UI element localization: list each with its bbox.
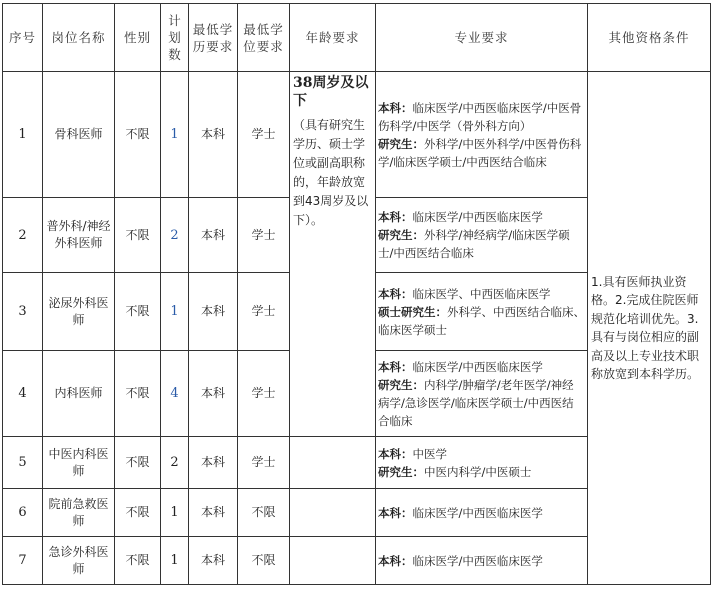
other-conditions-cell: 1.具有医师执业资格。2.完成住院医师规范化培训优先。3.具有与岗位相应的副高及以上专业技术职称放宽到本科学历。 <box>588 72 711 585</box>
position-cell: 普外科/神经外科医师 <box>43 198 115 273</box>
major-ug-text: 临床医学、中西医临床医学 <box>412 286 551 301</box>
header-other: 其他资格条件 <box>588 4 711 72</box>
seq-cell: 4 <box>3 351 43 437</box>
age-empty-cell <box>290 537 376 585</box>
plan-cell: 1 <box>161 489 189 537</box>
major-ug-label: 本科： <box>378 553 413 568</box>
seq-cell: 7 <box>3 537 43 585</box>
seq-cell: 2 <box>3 198 43 273</box>
gender-cell: 不限 <box>115 198 161 273</box>
seq-cell: 5 <box>3 437 43 489</box>
gender-cell: 不限 <box>115 537 161 585</box>
major-ug-text: 中医学 <box>412 446 447 461</box>
major-pg-label: 研究生： <box>378 377 424 392</box>
major-pg-label: 研究生： <box>378 136 424 151</box>
edu-cell: 本科 <box>189 437 238 489</box>
degree-cell: 学士 <box>238 273 290 351</box>
header-min-edu: 最低学历要求 <box>189 4 238 72</box>
position-cell: 泌尿外科医师 <box>43 273 115 351</box>
header-major: 专业要求 <box>376 4 588 72</box>
major-cell <box>376 437 588 489</box>
edu-cell: 本科 <box>189 273 238 351</box>
header-plan: 计划数 <box>161 4 189 72</box>
major-ug-label: 本科： <box>378 210 413 224</box>
degree-cell: 学士 <box>238 351 290 437</box>
age-requirement-cell <box>290 72 376 437</box>
plan-cell: 4 <box>161 351 189 437</box>
age-empty-cell <box>290 489 376 537</box>
major-pg-text: 外科学/神经病学/临床医学硕士/中西医结合临床 <box>378 228 570 260</box>
seq-cell: 6 <box>3 489 43 537</box>
major-cell <box>376 489 588 537</box>
major-pg-label: 研究生： <box>378 464 424 479</box>
major-pg-text: 内科学/肿瘤学/老年医学/神经病学/急诊医学/临床医学硕士/中西医结合临床 <box>378 377 574 428</box>
plan-cell: 1 <box>161 72 189 198</box>
plan-cell: 2 <box>161 198 189 273</box>
major-pg-label: 研究生： <box>378 228 424 242</box>
seq-cell: 3 <box>3 273 43 351</box>
header-seq: 序号 <box>3 4 43 72</box>
recruitment-table <box>2 3 711 585</box>
gender-cell: 不限 <box>115 489 161 537</box>
age-empty-cell <box>290 437 376 489</box>
degree-cell: 不限 <box>238 489 290 537</box>
header-age: 年龄要求 <box>290 4 376 72</box>
major-cell <box>376 537 588 585</box>
age-note: （具有研究生学历、硕士学位或副高职称的，年龄放宽到43周岁及以下）。 <box>293 118 369 227</box>
edu-cell: 本科 <box>189 489 238 537</box>
major-ug-label: 本科： <box>378 359 413 374</box>
major-cell <box>376 351 588 437</box>
position-cell: 急诊外科医师 <box>43 537 115 585</box>
major-ug-text: 临床医学/中西医临床医学 <box>412 210 543 224</box>
major-cell <box>376 198 588 273</box>
major-ug-text: 临床医学/中西医临床医学 <box>412 553 543 568</box>
gender-cell: 不限 <box>115 273 161 351</box>
plan-cell: 2 <box>161 437 189 489</box>
major-ug-text: 临床医学/中西医临床医学 <box>412 359 543 374</box>
position-cell: 骨科医师 <box>43 72 115 198</box>
header-position: 岗位名称 <box>43 4 115 72</box>
seq-cell: 1 <box>3 72 43 198</box>
age-main: 38周岁及以下 <box>293 75 369 109</box>
edu-cell: 本科 <box>189 72 238 198</box>
gender-cell: 不限 <box>115 72 161 198</box>
major-ug-label: 本科： <box>378 286 413 301</box>
position-cell: 院前急救医师 <box>43 489 115 537</box>
plan-cell: 1 <box>161 537 189 585</box>
degree-cell: 学士 <box>238 437 290 489</box>
gender-cell: 不限 <box>115 351 161 437</box>
major-ug-label: 本科： <box>378 446 413 461</box>
major-ug-text: 临床医学/中西医临床医学 <box>412 505 543 520</box>
major-cell <box>376 72 588 198</box>
position-cell: 中医内科医 师 <box>43 437 115 489</box>
major-ug-label: 本科： <box>378 100 413 115</box>
major-ug-label: 本科： <box>378 505 413 520</box>
header-row <box>3 4 711 72</box>
major-pg-text: 外科学/中医外科学/中医骨伤科学/临床医学硕士/中西医结合临床 <box>378 136 582 169</box>
major-pg-label: 硕士研究生： <box>378 304 447 319</box>
major-pg-text: 外科学、中西医结合临床、临床医学硕士 <box>378 304 585 337</box>
header-min-degree: 最低学位要求 <box>238 4 290 72</box>
major-cell <box>376 273 588 351</box>
degree-cell: 学士 <box>238 72 290 198</box>
position-cell: 内科医师 <box>43 351 115 437</box>
degree-cell: 不限 <box>238 537 290 585</box>
edu-cell: 本科 <box>189 198 238 273</box>
plan-cell: 1 <box>161 273 189 351</box>
major-ug-text: 临床医学/中西医临床医学/中医骨伤科学/中医学（骨外科方向） <box>378 100 582 133</box>
major-pg-text: 中医内科学/中医硕士 <box>424 464 532 479</box>
gender-cell: 不限 <box>115 437 161 489</box>
edu-cell: 本科 <box>189 537 238 585</box>
degree-cell: 学士 <box>238 198 290 273</box>
header-gender: 性别 <box>115 4 161 72</box>
table-row <box>3 72 711 198</box>
edu-cell: 本科 <box>189 351 238 437</box>
